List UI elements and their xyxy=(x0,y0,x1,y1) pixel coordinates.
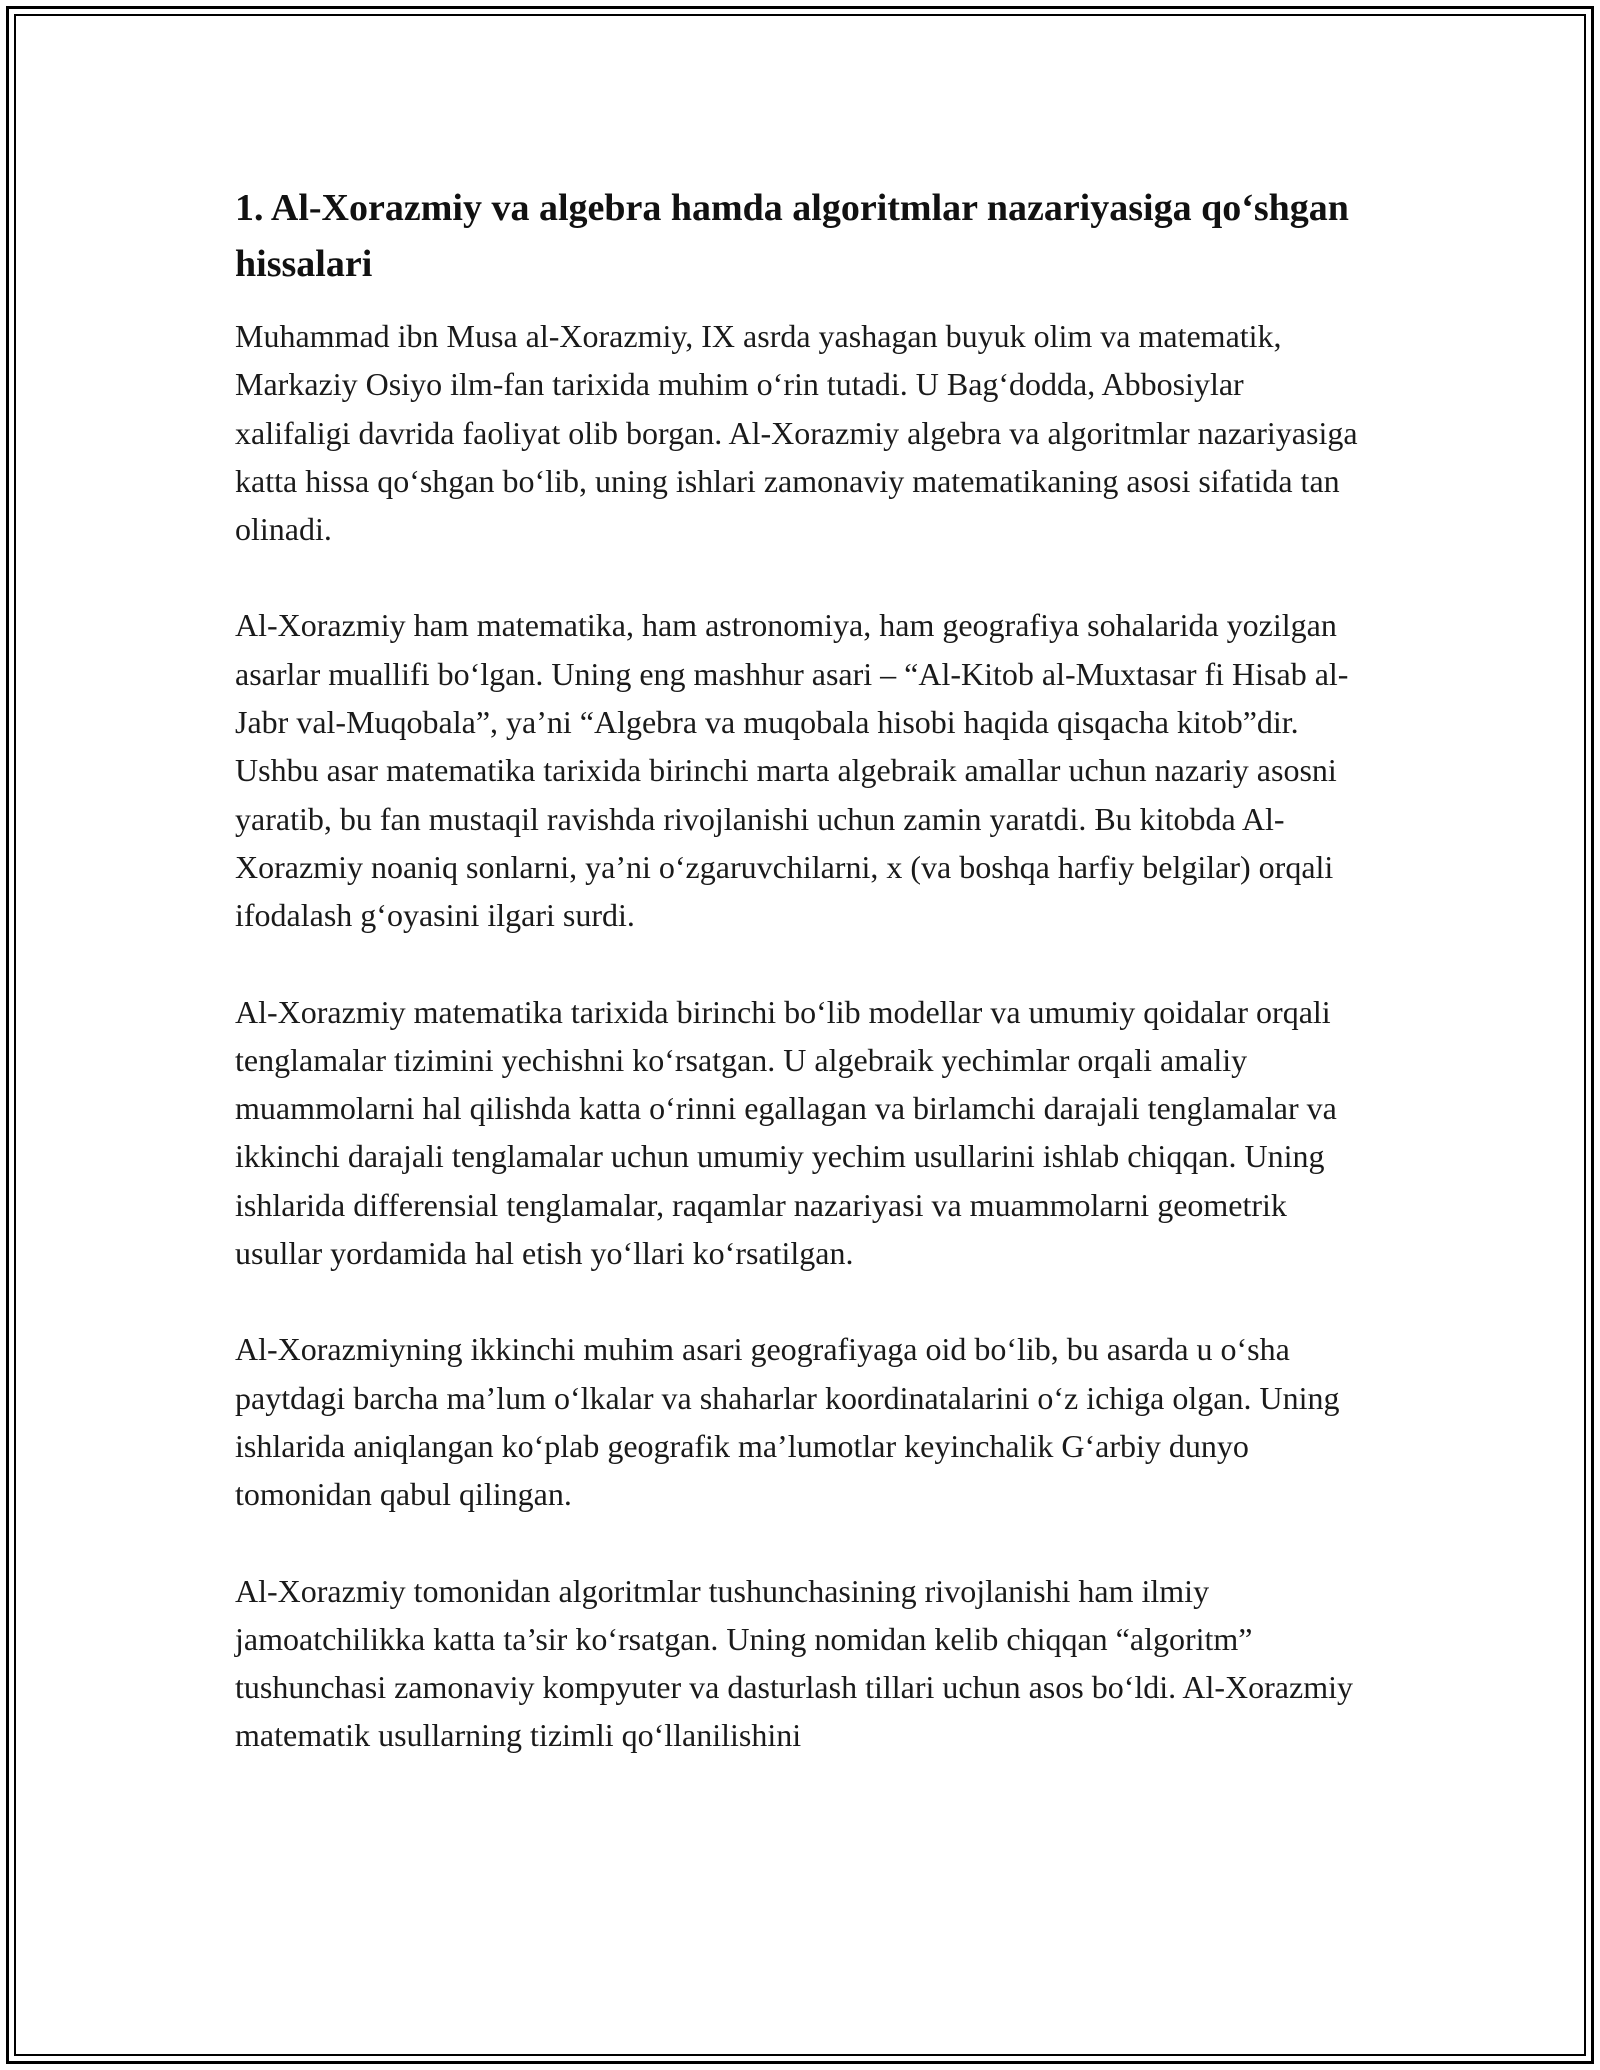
paragraph-equations: Al-Xorazmiy matematika tarixida birinchi bo‘lib modellar va umumiy qoidalar orqali tenglamalar tizimini yechishni ko‘rsatgan. U algebraik yechimlar orqali amaliy muammolarni hal qilishda katta o‘rinni egallagan va birlamchi darajali tenglamalar va ikkinchi darajali tenglamalar uchun umumiy yechim usullarini ishlab chiqqan. Uning ishlarida differensial tenglamalar, raqamlar nazariyasi va muammolarni geometrik usullar yordamida hal etish yo‘llari ko‘rsatilgan. xyxy=(235,993,1337,1272)
paragraph-works: Al-Xorazmiy ham matematika, ham astronomiya, ham geografiya sohalarida yozilgan asarlar muallifi bo‘lgan. Uning eng mashhur asari – “Al-Kitob al-Muxtasar fi Hisab al-Jabr val-Muqobala”, ya’ni “Algebra va muqobala hisobi haqida qisqacha kitob”dir. Ushbu asar matematika tarixida birinchi marta algebraik amallar uchun nazariy asosni yaratib, bu fan mustaqil ravishda rivojlanishi uchun zamin yaratdi. Bu kitobda Al-Xorazmiy noaniq sonlarni, ya’ni o‘zgaruvchilarni, x (va boshqa harfiy belgilar) orqali ifodalash g‘oyasini ilgari surdi. xyxy=(235,607,1349,934)
document-body xyxy=(235,180,1365,1808)
section-heading: 1. Al-Xorazmiy va algebra hamda algoritmlar nazariyasiga qo‘shgan hissalari xyxy=(235,187,1349,285)
paragraph-algorithms: Al-Xorazmiy tomonidan algoritmlar tushunchasining rivojlanishi ham ilmiy jamoatchilikka katta ta’sir ko‘rsatgan. Uning nomidan kelib chiqqan “algoritm” tushunchasi zamonaviy kompyuter va dasturlash tillari uchun asos bo‘ldi. Al-Xorazmiy matematik usullarning tizimli qo‘llanilishini xyxy=(235,1572,1353,1754)
paragraph-intro: Muhammad ibn Musa al-Xorazmiy, IX asrda yashagan buyuk olim va matematik, Markaziy Osiyo ilm-fan tarixida muhim o‘rin tutadi. U Bag‘dodda, Abbosiylar xalifaligi davrida faoliyat olib borgan. Al-Xorazmiy algebra va algoritmlar nazariyasiga katta hissa qo‘shgan bo‘lib, uning ishlari zamonaviy matematikaning asosi sifatida tan olinadi. xyxy=(235,318,1358,548)
paragraph-geography: Al-Xorazmiyning ikkinchi muhim asari geografiyaga oid bo‘lib, bu asarda u o‘sha paytdagi barcha ma’lum o‘lkalar va shaharlar koordinatalarini o‘z ichiga olgan. Uning ishlarida aniqlangan ko‘plab geografik ma’lumotlar keyinchalik G‘arbiy dunyo tomonidan qabul qilingan. xyxy=(235,1331,1340,1513)
